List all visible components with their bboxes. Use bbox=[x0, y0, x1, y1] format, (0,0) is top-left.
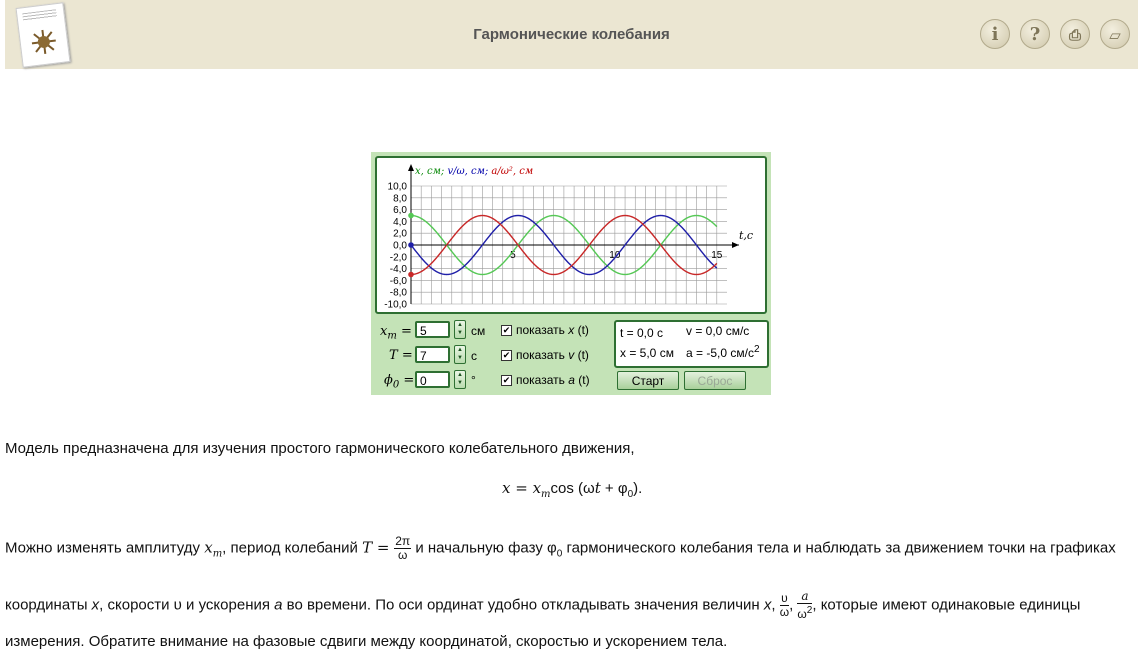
y-tick-label: 10,0 bbox=[387, 181, 407, 193]
start-button[interactable]: Старт bbox=[617, 371, 679, 390]
phase-spinner[interactable]: ▲ ▼ bbox=[454, 370, 466, 389]
show-v-label: показать v (t) bbox=[516, 348, 589, 362]
series-marker-x bbox=[408, 213, 414, 219]
phase-input[interactable]: 0 bbox=[415, 371, 450, 388]
info-button[interactable] bbox=[980, 19, 1010, 49]
info-icon: i bbox=[991, 24, 999, 45]
x-tick-label: 5 bbox=[510, 250, 516, 261]
x-tick-label: 15 bbox=[711, 250, 723, 261]
plot-area bbox=[375, 156, 767, 314]
formula-harmonic: $x = x_m\cos$ $(\omega t + \varphi_0)$. bbox=[502, 479, 643, 500]
book-icon: ▱ bbox=[1109, 26, 1121, 44]
period-fraction: $\frac{2\pi}{\omega}$ bbox=[395, 534, 411, 562]
series-marker-a/ω² bbox=[408, 272, 414, 278]
y-tick-label: 6,0 bbox=[393, 205, 407, 217]
page-title: Гармонические колебания bbox=[473, 26, 670, 43]
x-axis-label: t,с bbox=[739, 229, 754, 242]
show-v-checkbox[interactable]: ✔ bbox=[502, 350, 511, 360]
acceleration-readout: a = -5,0 $см/с^2$ bbox=[686, 344, 760, 360]
xm-label: $x_m$ = bbox=[380, 324, 412, 342]
y-tick-label: -8,0 bbox=[389, 287, 407, 299]
y-tick-label: -10,0 bbox=[384, 299, 407, 311]
book-button[interactable] bbox=[1100, 19, 1130, 49]
y-tick-label: -4,0 bbox=[389, 264, 407, 276]
description-paragraph-4: измерения. Обратите внимание на фазовые сдвиги между координатой, скоростью и ускорением тела. bbox=[5, 633, 728, 650]
print-button[interactable] bbox=[1060, 19, 1090, 49]
amplitude-spinner[interactable]: ▲ ▼ bbox=[454, 320, 466, 339]
phase-unit: ° bbox=[471, 373, 476, 387]
y-tick-label: 8,0 bbox=[393, 193, 407, 205]
y-axis-label: x, см; v/ω, см; a/ω², см bbox=[415, 166, 534, 177]
period-unit: с bbox=[471, 349, 477, 363]
velocity-fraction: $\frac{\upsilon}{\omega}$ bbox=[779, 591, 790, 619]
y-tick-label: 2,0 bbox=[393, 228, 407, 240]
y-axis-arrow bbox=[408, 164, 414, 171]
state-readout bbox=[614, 320, 769, 368]
oscillation-chart bbox=[377, 158, 765, 312]
amplitude-unit: см bbox=[471, 324, 486, 338]
description-paragraph-3: координаты x, скорости υ и ускорения a во времени. По оси ординат удобно откладывать значения величин x, $\frac{\upsilon}{\omega}$, $\frac{a}{\omega^2}$, которые имеют одинаковые единицы bbox=[5, 589, 1081, 621]
show-a-checkbox[interactable]: ✔ bbox=[502, 375, 511, 385]
printer-icon: ⎙ bbox=[1068, 26, 1081, 44]
x-tick-label: 10 bbox=[609, 250, 621, 261]
coordinate-readout: x = 5,0 см bbox=[620, 346, 674, 360]
period-input[interactable]: 7 bbox=[415, 346, 450, 363]
show-x-checkbox[interactable]: ✔ bbox=[502, 325, 511, 335]
time-readout: t = 0,0 с bbox=[620, 326, 664, 340]
description-paragraph-1: Модель предназначена для изучения простого гармонического колебательного движения, bbox=[5, 440, 635, 457]
y-tick-label: 0,0 bbox=[393, 240, 407, 252]
y-tick-label: 4,0 bbox=[393, 216, 407, 228]
velocity-readout: v = 0,0 см/с bbox=[686, 324, 750, 338]
help-icon: ? bbox=[1029, 24, 1041, 45]
show-x-label: показать x (t) bbox=[516, 323, 589, 337]
show-a-label: показать a (t) bbox=[516, 373, 590, 387]
amplitude-input[interactable]: 5 bbox=[415, 321, 450, 338]
period-spinner[interactable]: ▲ ▼ bbox=[454, 345, 466, 364]
description-paragraph-2: Можно изменять амплитуду $x_m$, период колебаний T = $\frac{2\pi}{\omega}$ и начальную фазу $\varphi_0$ гармонического колебания тела и наблюдать за движением точки на графиках bbox=[5, 534, 1116, 562]
y-tick-label: -2,0 bbox=[389, 252, 407, 264]
app-header bbox=[5, 0, 1138, 69]
y-tick-label: -6,0 bbox=[389, 275, 407, 287]
phase-label: $\phi_0$ = bbox=[384, 373, 415, 391]
help-button[interactable] bbox=[1020, 19, 1050, 49]
period-label: T = bbox=[389, 348, 413, 363]
reset-button[interactable]: Сброс bbox=[684, 371, 746, 390]
series-marker-v/ω bbox=[408, 242, 414, 248]
simulation-panel bbox=[371, 152, 771, 395]
x-axis-arrow bbox=[732, 242, 739, 248]
acceleration-fraction: $\frac{a}{\omega^2}$ bbox=[797, 589, 813, 621]
